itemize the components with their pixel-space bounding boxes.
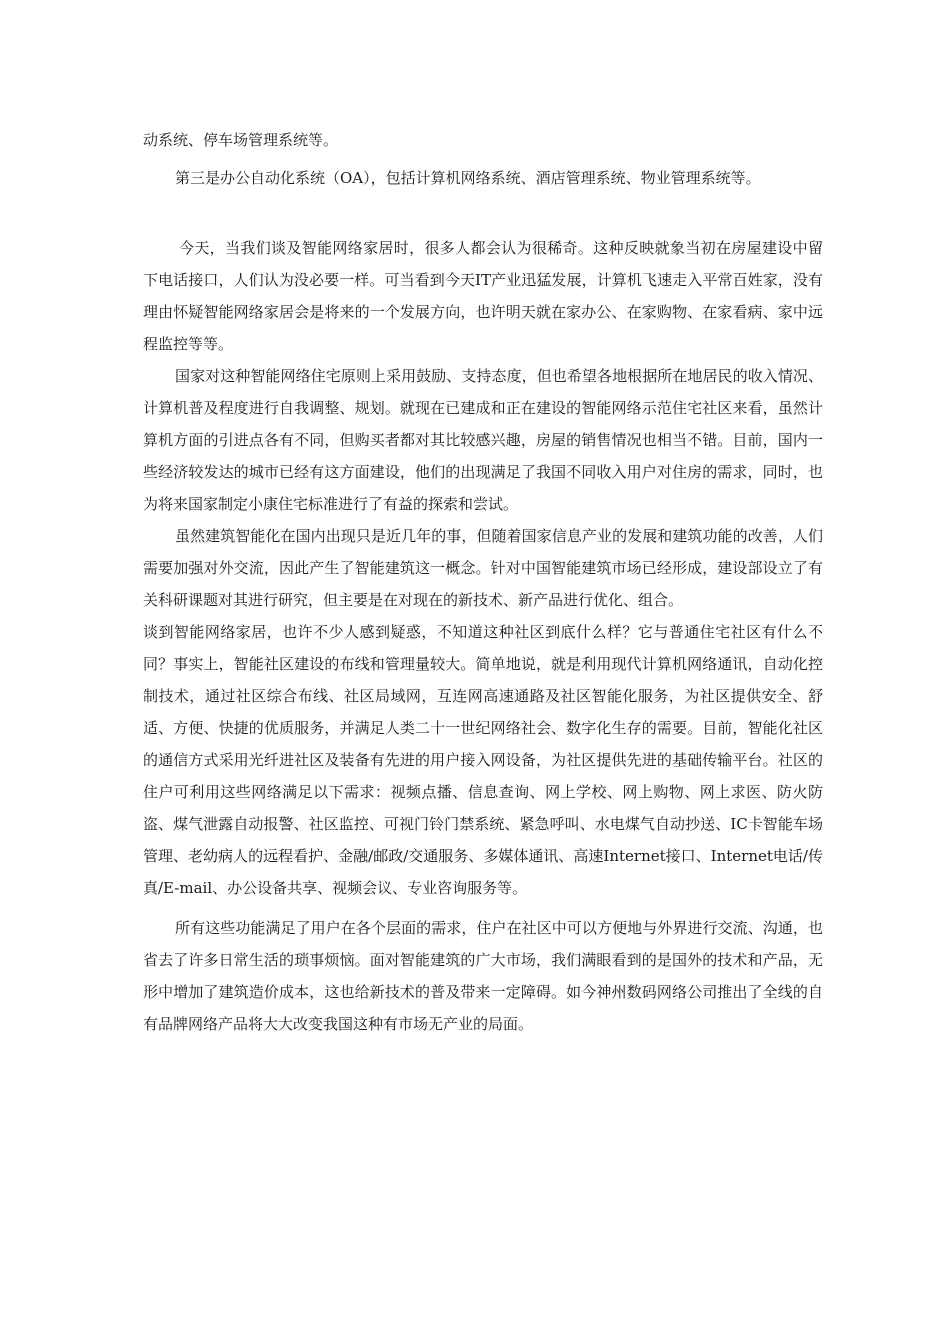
paragraph-3: 今天，当我们谈及智能网络家居时，很多人都会认为很稀奇。这种反映就象当初在房屋建设中留下电话接口，人们认为没必要一样。可当看到今天IT产业迅猛发展，计算机飞速走入平常百姓家，没有理由怀疑智能网络家居会是将来的一个发展方向，也许明天就在家办公、在家购物、在家看病、家中远程监控等等。	[143, 239, 823, 353]
paragraph-6: 谈到智能网络家居，也许不少人感到疑惑，不知道这种社区到底什么样？它与普通住宅社区有什么不同？事实上，智能社区建设的布线和管理量较大。简单地说，就是利用现代计算机网络通讯，自动化控制技术，通过社区综合布线、社区局域网，互连网高速通路及社区智能化服务，为社区提供安全、舒适、方便、快捷的优质服务，并满足人类二十一世纪网络社会、数字化生存的需要。目前，智能化社区的通信方式采用光纤进社区及装备有先进的用户接入网设备，为社区提供先进的基础传输平台。社区的住户可利用这些网络满足以下需求：视频点播、信息查询、网上学校、网上购物、网上求医、防火防盗、煤气泄露自动报警、社区监控、可视门铃门禁系统、紧急呼叫、水电煤气自动抄送、IC卡智能车场管理、老幼病人的远程看护、金融/邮政/交通服务、多媒体通讯、高速Internet接口、Internet电话/传真/E-mail、办公设备共享、视频会议、专业咨询服务等。	[143, 623, 823, 897]
paragraph-2: 第三是办公自动化系统（OA），包括计算机网络系统、酒店管理系统、物业管理系统等。	[175, 169, 761, 187]
paragraph-1: 动系统、停车场管理系统等。	[143, 131, 339, 149]
paragraph-7: 所有这些功能满足了用户在各个层面的需求，住户在社区中可以方便地与外界进行交流、沟通，也省去了许多日常生活的琐事烦恼。面对智能建筑的广大市场，我们满眼看到的是国外的技术和产品，无形中增加了建筑造价成本，这也给新技术的普及带来一定障碍。如今神州数码网络公司推出了全线的自有品牌网络产品将大大改变我国这种有市场无产业的局面。	[143, 919, 823, 1033]
document-body	[143, 124, 823, 1040]
paragraph-4: 国家对这种智能网络住宅原则上采用鼓励、支持态度，但也希望各地根据所在地居民的收入情况、计算机普及程度进行自我调整、规划。就现在已建成和正在建设的智能网络示范住宅社区来看，虽然计算机方面的引进点各有不同，但购买者都对其比较感兴趣，房屋的销售情况也相当不错。目前，国内一些经济较发达的城市已经有这方面建设，他们的出现满足了我国不同收入用户对住房的需求，同时，也为将来国家制定小康住宅标准进行了有益的探索和尝试。	[143, 367, 823, 513]
paragraph-5: 虽然建筑智能化在国内出现只是近几年的事，但随着国家信息产业的发展和建筑功能的改善，人们需要加强对外交流，因此产生了智能建筑这一概念。针对中国智能建筑市场已经形成，建设部设立了有关科研课题对其进行研究，但主要是在对现在的新技术、新产品进行优化、组合。	[143, 527, 823, 609]
